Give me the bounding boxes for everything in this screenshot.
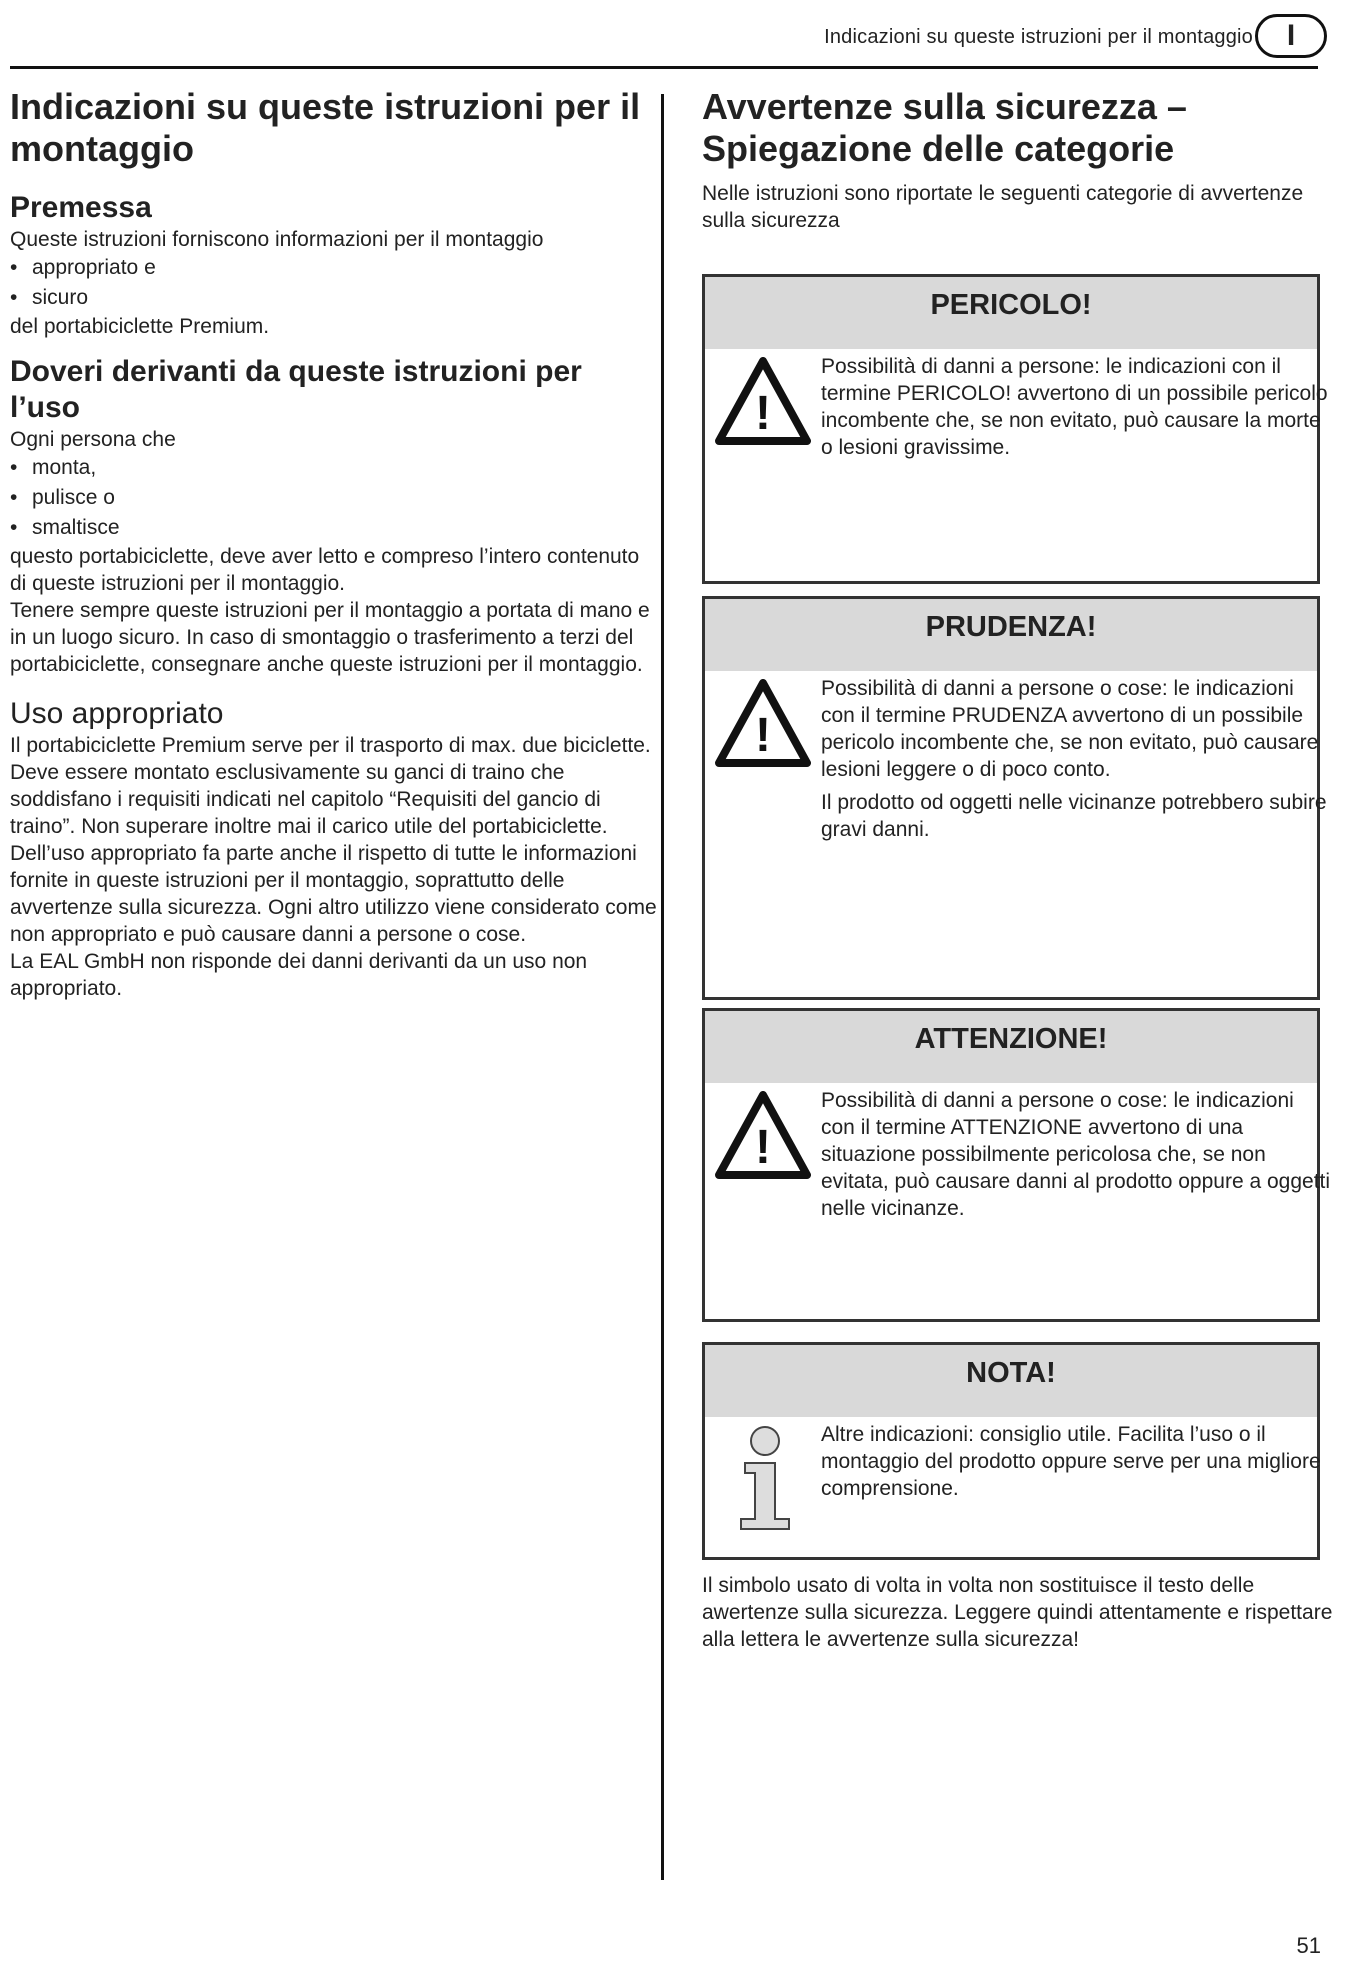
box-text-2: Il prodotto od oggetti nelle vicinanze potrebbero subire gravi danni. [821,791,1327,841]
box-pericolo [702,274,1328,584]
box-nota [702,1342,1320,1560]
doveri-intro: Ogni persona che [10,428,176,451]
left-column [10,86,660,1002]
list-item: • pulisce o [10,483,660,513]
box-label: PERICOLO! [705,277,1317,349]
section-title-safety: Avvertenze sulla sicurezza – Spiegazione delle categorie [702,86,1187,169]
closing-paragraph: Il simbolo usato di volta in volta non sostituisce il testo delle awertenze sulla sicurezza. Leggere quindi attentamente e rispettare alla lettera le avvertenze sulla sicurezza! [702,1574,1333,1651]
doveri-paragraph-2: Tenere sempre queste istruzioni per il montaggio a portata di mano e in un luogo sicuro. In caso di smontaggio o trasferimento a terzi del portabiciclette, consegnare anche queste istruzioni per il montaggio. [10,599,650,676]
premessa-list [10,253,660,313]
heading-uso-appropriato: Uso appropriato [10,697,224,730]
list-item: • smaltisce [10,513,660,543]
warning-triangle-icon [715,1091,811,1181]
doveri-paragraph-1: questo portabiciclette, deve aver letto e compreso l’intero contenuto di queste istruzioni per il montaggio. [10,545,640,595]
warning-triangle-icon [715,679,811,769]
closing-block [702,1572,1334,1653]
premessa-intro: Queste istruzioni forniscono informazioni per il montaggio [10,228,544,251]
uso-paragraph-1: Il portabiciclette Premium serve per il trasporto di max. due biciclette. Deve essere montato esclusivamente su ganci di traino che soddisfano i requisiti indicati nel capitolo “Requisiti del gancio di traino”. Non superare inoltre mai il carico utile del portabiciclette. [10,734,651,838]
page-number: 51 [1296,1933,1321,1958]
running-header: Indicazioni su queste istruzioni per il montaggio [824,26,1253,48]
list-item: • appropriato e [10,253,660,283]
box-text: Possibilità di danni a persone o cose: le indicazioni con il termine PRUDENZA avvertono di un possibile pericolo incombente che, se non evitato, può causare lesioni leggere o di poco conto. [821,677,1319,781]
right-column [702,86,1334,234]
section-title: Indicazioni su queste istruzioni per il montaggio [10,86,641,169]
column-divider [661,94,664,1880]
box-prudenza [702,596,1327,1000]
premessa-outro: del portabiciclette Premium. [10,315,270,338]
list-item: • sicuro [10,283,660,313]
safety-intro: Nelle istruzioni sono riportate le seguenti categorie di avvertenze sulla sicurezza [702,182,1304,232]
box-label: PRUDENZA! [705,599,1317,671]
box-label: NOTA! [705,1345,1317,1417]
svg-text:!: ! [755,1121,771,1174]
box-text: Possibilità di danni a persone o cose: le indicazioni con il termine ATTENZIONE avvertono di una situazione possibilmente pericolosa che, se non evitata, può causare danni al prodotto oppure a oggetti nelle vicinanze. [821,1089,1331,1220]
svg-text:!: ! [755,709,771,762]
heading-doveri: Doveri derivanti da queste istruzioni per l’uso [10,355,582,424]
heading-premessa: Premessa [10,191,152,224]
box-text: Possibilità di danni a persone: le indicazioni con il termine PERICOLO! avvertono di un possibile pericolo incombente che, se non evitato, può causare la morte o lesioni gravissime. [821,355,1328,459]
doveri-list [10,453,660,543]
box-text: Altre indicazioni: consiglio utile. Facilita l’uso o il montaggio del prodotto oppure serve per una migliore comprensione. [821,1423,1321,1500]
uso-paragraph-2: Dell’uso appropriato fa parte anche il rispetto di tutte le informazioni fornite in queste istruzioni per il montaggio, soprattutto delle avvertenze sulla sicurezza. Ogni altro utilizzo viene considerato come non appropriato e può causare danni a persone o cose. [10,842,657,946]
info-icon [735,1423,831,1533]
warning-triangle-icon [715,357,811,447]
svg-text:!: ! [755,387,771,440]
language-badge: I [1255,14,1327,58]
box-label: ATTENZIONE! [705,1011,1317,1083]
uso-paragraph-3: La EAL GmbH non risponde dei danni derivanti da un uso non appropriato. [10,950,588,1000]
box-attenzione [702,1008,1331,1322]
header-rule [10,66,1318,69]
list-item: • monta, [10,453,660,483]
